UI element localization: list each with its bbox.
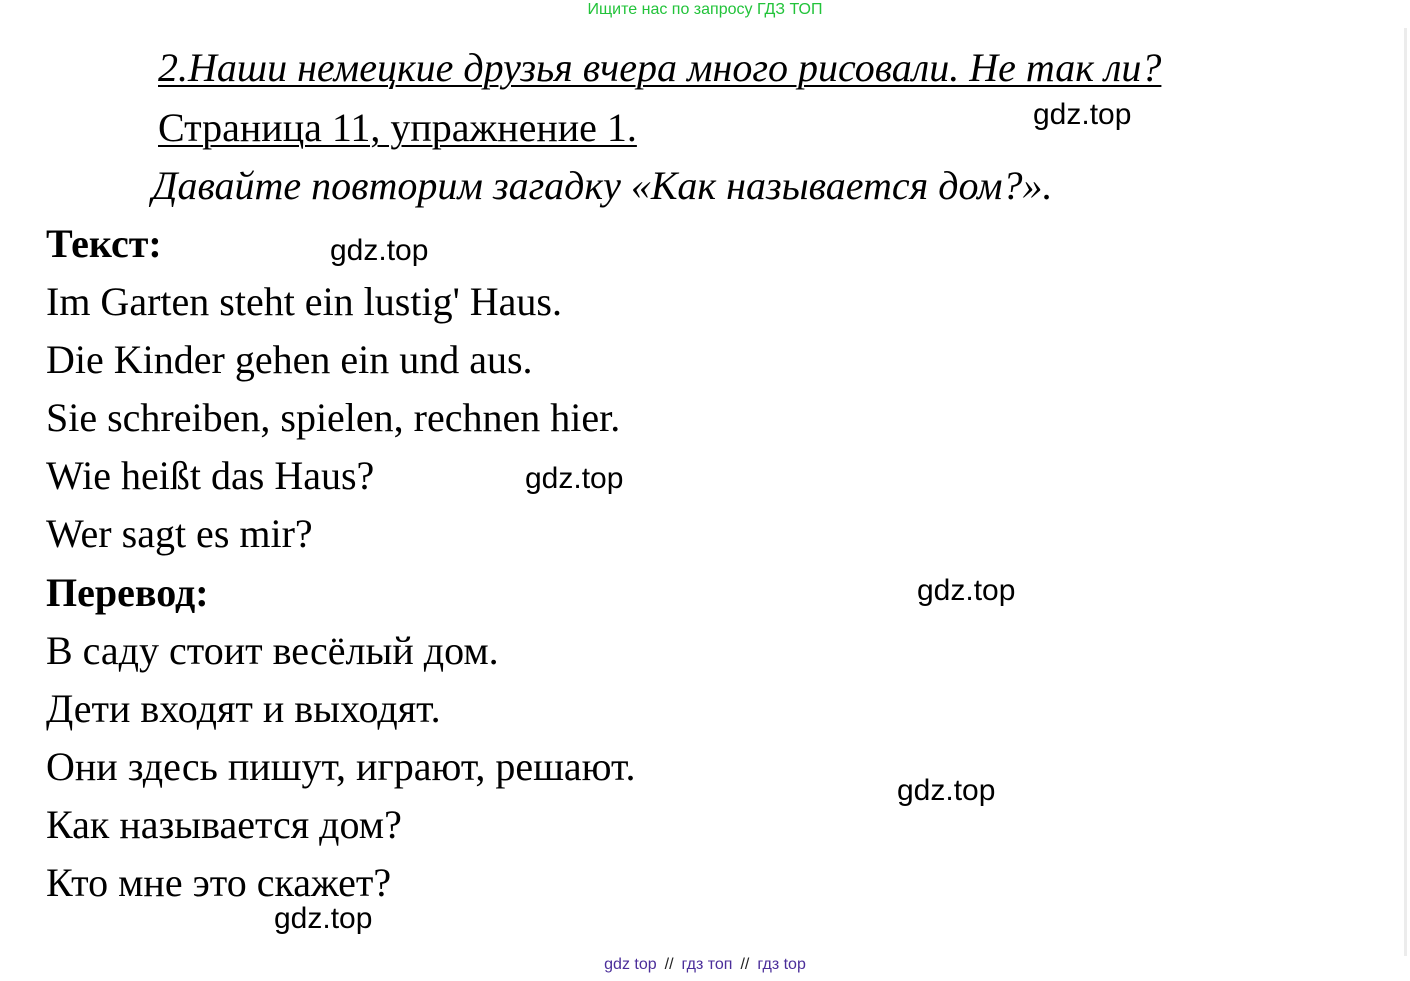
text-line: Im Garten steht ein lustig' Haus. (46, 279, 562, 324)
watermark: gdz.top (1033, 98, 1132, 131)
task-instruction: Давайте повторим загадку «Как называется дом?». (152, 163, 1053, 208)
translation-line: В саду стоит весёлый дом. (46, 628, 499, 673)
footer-link-gdz-top-mixed[interactable]: гдз top (757, 956, 806, 973)
watermark: gdz.top (897, 774, 996, 807)
lesson-title: 2.Наши немецкие друзья вчера много рисовали. Не так ли? (158, 45, 1162, 90)
footer-links (0, 956, 1410, 974)
footer-link-gdz-top-cyrillic[interactable]: гдз топ (681, 956, 733, 973)
footer-separator: // (664, 956, 674, 973)
text-line: Wer sagt es mir? (46, 511, 313, 556)
top-banner: Ищите нас по запросу ГДЗ ТОП (587, 1, 823, 18)
text-section-label: Текст: (46, 221, 162, 266)
translation-line: Кто мне это скажет? (46, 860, 392, 905)
translation-section-label: Перевод: (46, 570, 209, 615)
watermark: gdz.top (917, 574, 1016, 607)
page-exercise-subtitle: Страница 11, упражнение 1. (158, 105, 637, 150)
footer-separator: // (740, 956, 750, 973)
translation-line: Дети входят и выходят. (46, 686, 441, 731)
watermark: gdz.top (330, 234, 429, 267)
watermark: gdz.top (274, 902, 373, 935)
footer-link-gdz-top[interactable]: gdz top (604, 956, 657, 973)
text-line: Die Kinder gehen ein und aus. (46, 337, 533, 382)
text-line: Sie schreiben, spielen, rechnen hier. (46, 395, 621, 440)
text-line: Wie heißt das Haus? (46, 453, 375, 498)
translation-line: Они здесь пишут, играют, решают. (46, 744, 636, 789)
page-border-line (1404, 28, 1407, 956)
watermark: gdz.top (525, 462, 624, 495)
translation-line: Как называется дом? (46, 802, 402, 847)
